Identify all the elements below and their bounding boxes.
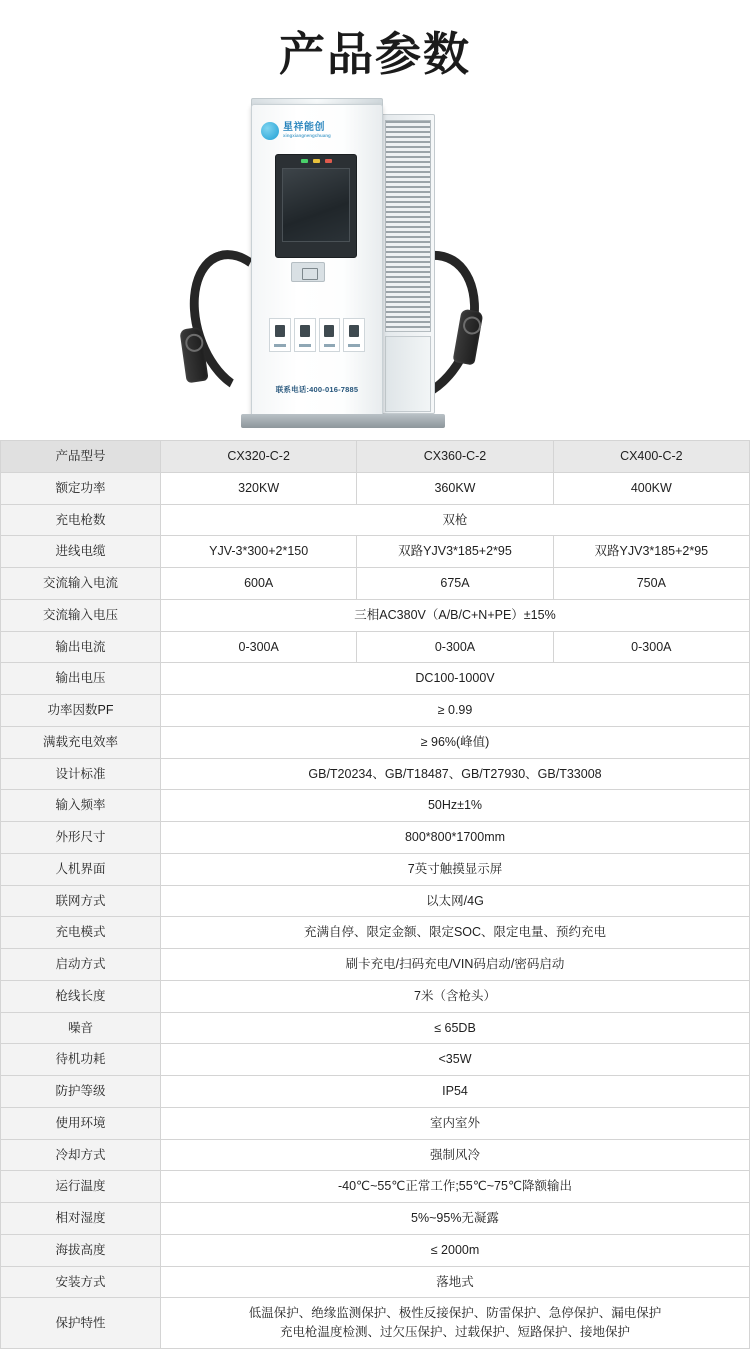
row-label: 运行温度 <box>1 1171 161 1203</box>
row-value: 320KW <box>161 472 357 504</box>
row-value: DC100-1000V <box>161 663 750 695</box>
row-value: <35W <box>161 1044 750 1076</box>
row-value: 750A <box>553 568 749 600</box>
row-value: 刷卡充电/扫码充电/VIN码启动/密码启动 <box>161 949 750 981</box>
row-value: 落地式 <box>161 1266 750 1298</box>
row-value: 5%~95%无凝露 <box>161 1203 750 1235</box>
row-value: 双枪 <box>161 504 750 536</box>
base-plinth <box>241 414 445 428</box>
table-row <box>1 853 750 885</box>
row-value: 以太网/4G <box>161 885 750 917</box>
row-value: 50Hz±1% <box>161 790 750 822</box>
row-label: 联网方式 <box>1 885 161 917</box>
column-header-model-label: 产品型号 <box>1 441 161 473</box>
row-value: 7米（含枪头） <box>161 980 750 1012</box>
row-label: 保护特性 <box>1 1298 161 1349</box>
column-header-model: CX320-C-2 <box>161 441 357 473</box>
table-row <box>1 472 750 504</box>
logo-mark-icon <box>261 122 279 140</box>
row-label: 进线电缆 <box>1 536 161 568</box>
table-row <box>1 980 750 1012</box>
table-row <box>1 949 750 981</box>
table-row <box>1 695 750 727</box>
pictogram-4-icon <box>343 318 365 352</box>
contact-phone: 联系电话:400-016-7885 <box>275 385 359 394</box>
row-value: 600A <box>161 568 357 600</box>
row-value: ≥ 0.99 <box>161 695 750 727</box>
table-row <box>1 1266 750 1298</box>
table-row <box>1 663 750 695</box>
column-header-model: CX360-C-2 <box>357 441 553 473</box>
table-row <box>1 1044 750 1076</box>
pictogram-3-icon <box>319 318 341 352</box>
row-label: 充电模式 <box>1 917 161 949</box>
row-value: YJV-3*300+2*150 <box>161 536 357 568</box>
pictogram-1-icon <box>269 318 291 352</box>
led-red-icon <box>325 159 332 163</box>
row-label: 噪音 <box>1 1012 161 1044</box>
row-value: 0-300A <box>161 631 357 663</box>
row-label: 交流输入电压 <box>1 599 161 631</box>
charger-illustration <box>225 96 525 426</box>
row-label: 充电枪数 <box>1 504 161 536</box>
pictogram-2-icon <box>294 318 316 352</box>
row-value: 800*800*1700mm <box>161 822 750 854</box>
row-value: ≥ 96%(峰值) <box>161 726 750 758</box>
row-label: 满载充电效率 <box>1 726 161 758</box>
row-value: IP54 <box>161 1076 750 1108</box>
row-value: 双路YJV3*185+2*95 <box>553 536 749 568</box>
ventilation-grille-icon <box>385 120 431 332</box>
row-label: 额定功率 <box>1 472 161 504</box>
table-row <box>1 568 750 600</box>
row-label: 待机功耗 <box>1 1044 161 1076</box>
row-label: 防护等级 <box>1 1076 161 1108</box>
spec-table-container <box>0 440 750 1359</box>
row-value: 强制风冷 <box>161 1139 750 1171</box>
led-yellow-icon <box>313 159 320 163</box>
table-row <box>1 726 750 758</box>
pictogram-label-strip <box>269 318 365 352</box>
row-label: 启动方式 <box>1 949 161 981</box>
table-row <box>1 504 750 536</box>
table-row <box>1 1203 750 1235</box>
row-label: 枪线长度 <box>1 980 161 1012</box>
row-value: 0-300A <box>357 631 553 663</box>
table-row <box>1 631 750 663</box>
table-row <box>1 1012 750 1044</box>
row-label: 相对湿度 <box>1 1203 161 1235</box>
row-label: 交流输入电流 <box>1 568 161 600</box>
row-label: 使用环境 <box>1 1107 161 1139</box>
table-row <box>1 1107 750 1139</box>
product-image <box>0 90 750 440</box>
row-value: GB/T20234、GB/T18487、GB/T27930、GB/T33008 <box>161 758 750 790</box>
status-led-group <box>283 158 349 164</box>
row-label: 设计标准 <box>1 758 161 790</box>
table-row <box>1 1076 750 1108</box>
spec-table <box>0 440 750 1349</box>
row-label: 外形尺寸 <box>1 822 161 854</box>
side-cabinet-lower-panel <box>385 336 431 412</box>
table-row <box>1 790 750 822</box>
row-value: 充满自停、限定金额、限定SOC、限定电量、预约充电 <box>161 917 750 949</box>
table-row <box>1 885 750 917</box>
row-label: 安装方式 <box>1 1266 161 1298</box>
row-value: ≤ 2000m <box>161 1234 750 1266</box>
brand-name-en: xingxiangnengchuang <box>283 132 331 138</box>
row-label: 功率因数PF <box>1 695 161 727</box>
row-value: 三相AC380V（A/B/C+N+PE）±15% <box>161 599 750 631</box>
table-header-row <box>1 441 750 473</box>
table-row <box>1 917 750 949</box>
row-value: 0-300A <box>553 631 749 663</box>
row-value: 双路YJV3*185+2*95 <box>357 536 553 568</box>
table-row <box>1 599 750 631</box>
row-value: 7英寸触摸显示屏 <box>161 853 750 885</box>
table-row <box>1 536 750 568</box>
card-reader-icon <box>291 262 325 282</box>
row-label: 输出电流 <box>1 631 161 663</box>
column-header-model: CX400-C-2 <box>553 441 749 473</box>
table-row <box>1 1298 750 1349</box>
row-value: 675A <box>357 568 553 600</box>
row-value: 低温保护、绝缘监测保护、极性反接保护、防雷保护、急停保护、漏电保护 充电枪温度检测、过欠压保护、过载保护、短路保护、接地保护 <box>161 1298 750 1349</box>
row-label: 海拔高度 <box>1 1234 161 1266</box>
touch-display <box>282 168 350 242</box>
row-value: 400KW <box>553 472 749 504</box>
row-label: 冷却方式 <box>1 1139 161 1171</box>
table-row <box>1 1234 750 1266</box>
row-label: 人机界面 <box>1 853 161 885</box>
row-label: 输入频率 <box>1 790 161 822</box>
table-row <box>1 822 750 854</box>
row-value: 室内室外 <box>161 1107 750 1139</box>
brand-logo <box>261 118 371 144</box>
row-value: 360KW <box>357 472 553 504</box>
brand-name-cn: 星祥能创 <box>283 122 325 134</box>
row-value: ≤ 65DB <box>161 1012 750 1044</box>
row-label: 输出电压 <box>1 663 161 695</box>
led-green-icon <box>301 159 308 163</box>
row-value: -40℃~55℃正常工作;55℃~75℃降额输出 <box>161 1171 750 1203</box>
table-row <box>1 758 750 790</box>
table-row <box>1 1171 750 1203</box>
page-title: 产品参数 <box>279 27 471 81</box>
table-row <box>1 1139 750 1171</box>
